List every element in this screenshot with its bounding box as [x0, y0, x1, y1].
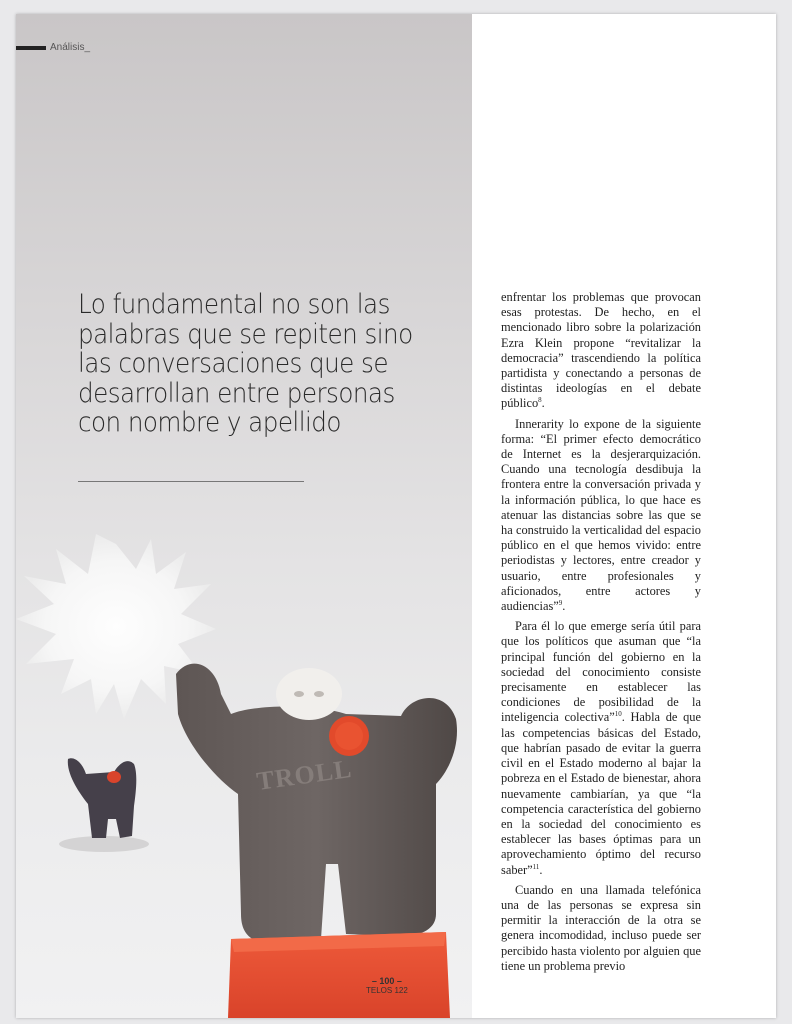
paragraph: Cuando en una llamada telefónica una de las personas se expresa sin permitir la interacción de la otra se genera incomodidad, incluso puede ser percibido hasta violento por alguien que tiene un problema previo: [501, 882, 701, 973]
magazine-issue: TELOS 122: [366, 986, 408, 995]
page-number: – 100 –: [371, 976, 402, 986]
pull-quote-rule: [78, 481, 304, 482]
troll-engraved-label: TROLL: [254, 753, 354, 796]
paragraph: Innerarity lo expone de la siguiente forma: “El primer efecto democrático de Internet es la desjerarquización. Cuando una tecnología desdibuja la frontera entre la conversación privada y la información pública, lo que hace es atenuar las distancias sobre las que se ha construido la verticalidad del espacio público en el que hemos vivido: entre periodistas y lectores, entre creador y usuario, entre profesionales y aficionados, entre actores y audiencias”$^9$.: [501, 416, 701, 614]
pull-quote: Lo fundamental no son las palabras que se repiten sino las conversaciones que se desarrollan entre personas con nombre y apellido: [78, 289, 413, 438]
footnote-ref: 8: [538, 396, 542, 405]
page-footer: [366, 976, 408, 995]
section-label: Análisis_: [50, 42, 91, 53]
photo-illustration: [16, 14, 472, 1018]
small-troll-figure: [59, 758, 149, 852]
red-pedestal: [228, 932, 450, 1018]
paragraph: Para él lo que emerge sería útil para que los políticos que asuman que “la principal función del gobierno en la sociedad del conocimiento consiste precisamente en establecer las condiciones de posibilidad de la inteligencia colectiva”$^{10}$. Habla de que las competencias básicas del Estado, que habrían pasado de evitar la guerra civil en el Estado moderno al bajar la pobreza en el Estado de bienestar, ahora nuevamente cambiarían, ya que “la competencia característica del gobierno en la sociedad del conocimiento es establecer las bases óptimas para un aprovechamiento óptimo del recurso saber”$^{11}$.: [501, 619, 701, 877]
paragraph: enfrentar los problemas que provocan esas protestas. De hecho, en el mencionado libro sobre la polarización Ezra Klein propone “revitalizar la democracia” trascendiendo la política partidista y conectando a personas de distintas ideologías en el debate público$^8$.: [501, 290, 701, 411]
section-tag: [16, 42, 90, 53]
troll-figurine-photo: [16, 14, 472, 1018]
main-troll-figure: [176, 664, 457, 944]
magazine-page: [16, 14, 776, 1018]
footnote-ref: 11: [532, 862, 540, 871]
footnote-ref: 9: [558, 598, 563, 607]
article-body: [501, 290, 701, 979]
section-bar: [16, 46, 46, 50]
footnote-ref: 10: [614, 710, 622, 719]
